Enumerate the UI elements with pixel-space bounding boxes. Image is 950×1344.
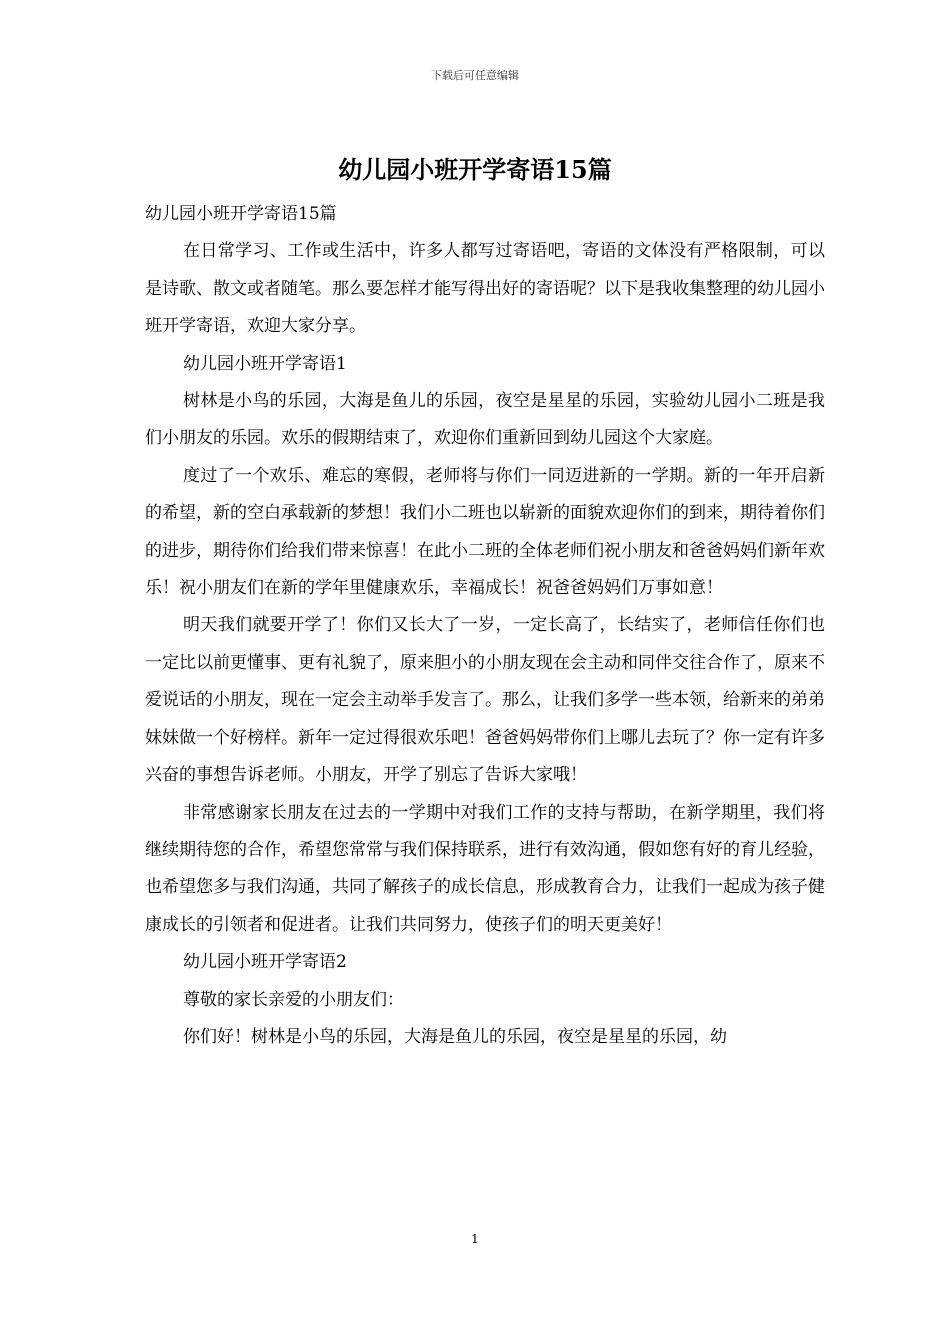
body-paragraph: 幼儿园小班开学寄语15篇 bbox=[145, 204, 337, 224]
section-heading: 幼儿园小班开学寄语1 bbox=[183, 353, 347, 374]
body-paragraph: 在日常学习、工作或生活中，许多人都写过寄语吧，寄语的文体没有严格限制，可以是诗歌、散文或者随笔。那么要怎样才能写得出好的寄语呢？以下是我收集整理的幼儿园小班开学寄语，欢迎大家分享。 bbox=[145, 241, 825, 337]
body-paragraph: 你们好！树林是小鸟的乐园，大海是鱼儿的乐园，夜空是星星的乐园，幼 bbox=[183, 1026, 727, 1047]
document-title: 幼儿园小班开学寄语15篇 bbox=[338, 155, 612, 184]
section-heading: 幼儿园小班开学寄语2 bbox=[183, 952, 347, 973]
header-note: 下载后可任意编辑 bbox=[431, 69, 519, 82]
salutation: 尊敬的家长亲爱的小朋友们： bbox=[183, 989, 404, 1010]
document-body bbox=[145, 196, 825, 1056]
body-paragraph: 非常感谢家长朋友在过去的一学期中对我们工作的支持与帮助，在新学期里，我们将继续期待您的合作，希望您常常与我们保持联系，进行有效沟通，假如您有好的育儿经验，也希望您多与我们沟通，共同了解孩子的成长信息，形成教育合力，让我们一起成为孩子健康成长的引领者和促进者。让我们共同努力，使孩子们的明天更美好！ bbox=[145, 802, 825, 935]
body-paragraph: 度过了一个欢乐、难忘的寒假，老师将与你们一同迈进新的一学期。新的一年开启新的希望，新的空白承载新的梦想！我们小二班也以崭新的面貌欢迎你们的到来，期待着你们的进步，期待你们给我们带来惊喜！在此小二班的全体老师们祝小朋友和爸爸妈妈们新年欢乐！祝小朋友们在新的学年里健康欢乐，幸福成长！祝爸爸妈妈们万事如意！ bbox=[145, 465, 825, 599]
body-paragraph: 树林是小鸟的乐园，大海是鱼儿的乐园，夜空是星星的乐园，实验幼儿园小二班是我们小朋友的乐园。欢乐的假期结束了，欢迎你们重新回到幼儿园这个大家庭。 bbox=[145, 391, 825, 449]
body-paragraph: 明天我们就要开学了！你们又长大了一岁，一定长高了，长结实了，老师信任你们也一定比以前更懂事、更有礼貌了，原来胆小的小朋友现在会主动和同伴交往合作了，原来不爱说话的小朋友，现在一定会主动举手发言了。那么，让我们多学一些本领，给新来的弟弟妹妹做一个好榜样。新年一定过得很欢乐吧！爸爸妈妈带你们上哪儿去玩了？你一定有许多兴奋的事想告诉老师。小朋友，开学了别忘了告诉大家哦！ bbox=[145, 615, 825, 786]
page-number: 1 bbox=[471, 1232, 479, 1246]
